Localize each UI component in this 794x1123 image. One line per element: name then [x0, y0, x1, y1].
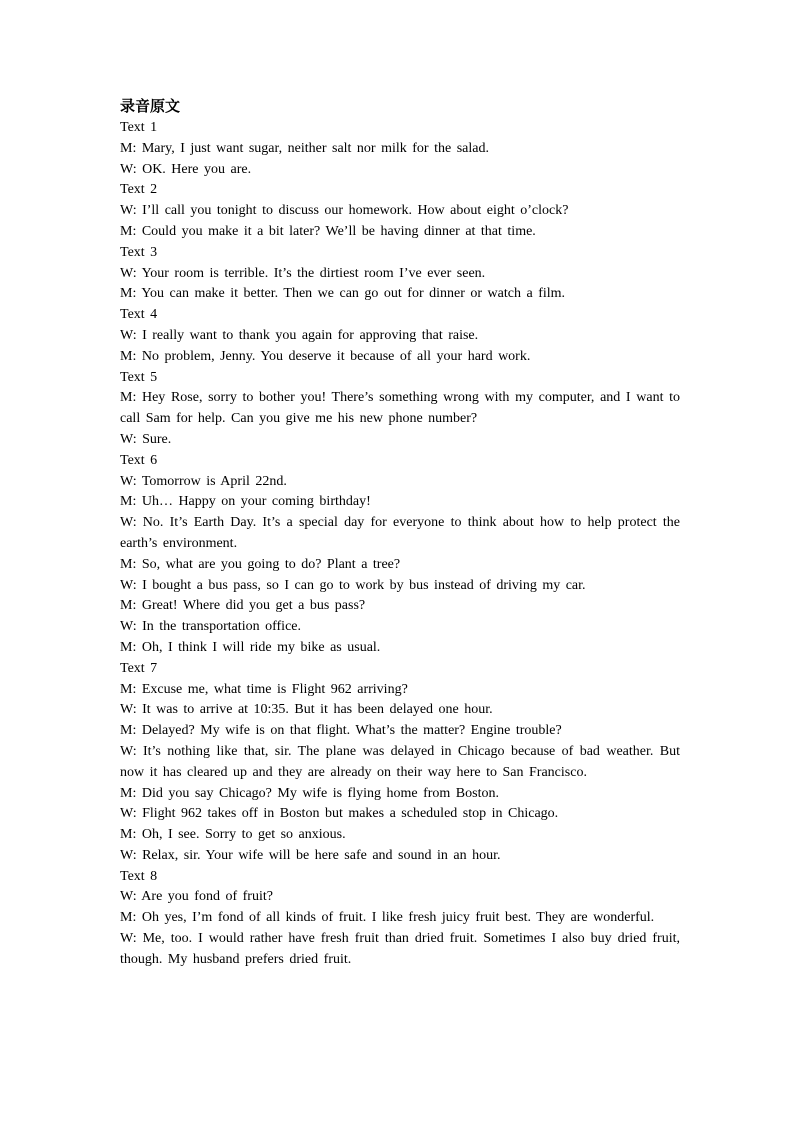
section-heading-text-4: Text 4 [120, 307, 158, 323]
dialogue-line: W: Relax, sir. Your wife will be here safe and sound in an hour. [120, 847, 501, 863]
dialogue-line: W: I really want to thank you again for approving that raise. [120, 327, 479, 343]
section-heading-text-8: Text 8 [120, 868, 158, 884]
dialogue-line: M: No problem, Jenny. You deserve it because of all your hard work. [120, 348, 531, 364]
dialogue-line: W: I’ll call you tonight to discuss our homework. How about eight o’clock? [120, 203, 569, 219]
dialogue-line: W: OK. Here you are. [120, 161, 252, 177]
dialogue-line: W: It was to arrive at 10:35. But it has been delayed one hour. [120, 702, 493, 718]
section-heading-text-2: Text 2 [120, 182, 158, 198]
dialogue-paragraph: W: No. It’s Earth Day. It’s a special day for everyone to think about how to help protect the earth’s environment. [120, 515, 680, 551]
dialogue-line: W: Your room is terrible. It’s the dirtiest room I’ve ever seen. [120, 265, 486, 281]
dialogue-line: M: Mary, I just want sugar, neither salt nor milk for the salad. [120, 140, 489, 156]
dialogue-line: M: Uh… Happy on your coming birthday! [120, 494, 371, 510]
dialogue-line: M: Did you say Chicago? My wife is flying home from Boston. [120, 785, 499, 801]
dialogue-line: W: Sure. [120, 431, 172, 447]
dialogue-line: M: Great! Where did you get a bus pass? [120, 598, 366, 614]
page-title: 录音原文 [120, 97, 181, 115]
section-heading-text-7: Text 7 [120, 660, 158, 676]
dialogue-line: W: In the transportation office. [120, 619, 301, 635]
dialogue-line: W: Flight 962 takes off in Boston but makes a scheduled stop in Chicago. [120, 806, 559, 822]
dialogue-line: M: Oh, I see. Sorry to get so anxious. [120, 827, 346, 843]
section-heading-text-1: Text 1 [120, 120, 158, 135]
dialogue-line: M: You can make it better. Then we can go out for dinner or watch a film. [120, 286, 566, 302]
section-heading-text-5: Text 5 [120, 369, 158, 385]
dialogue-line: W: I bought a bus pass, so I can go to work by bus instead of driving my car. [120, 577, 586, 593]
dialogue-line: M: Could you make it a bit later? We’ll be having dinner at that time. [120, 223, 536, 239]
dialogue-line: W: Are you fond of fruit? [120, 889, 273, 905]
dialogue-line: M: So, what are you going to do? Plant a tree? [120, 556, 401, 572]
section-heading-text-3: Text 3 [120, 244, 158, 260]
section-heading-text-6: Text 6 [120, 452, 158, 468]
dialogue-line: M: Delayed? My wife is on that flight. What’s the matter? Engine trouble? [120, 723, 562, 739]
transcript-page [120, 94, 680, 971]
dialogue-paragraph: M: Hey Rose, sorry to bother you! There’s something wrong with my computer, and I want to call Sam for help. Can you give me his new phone number? [120, 390, 680, 427]
dialogue-line: M: Excuse me, what time is Flight 962 arriving? [120, 681, 408, 697]
dialogue-line: M: Oh, I think I will ride my bike as usual. [120, 639, 381, 655]
dialogue-paragraph: W: It’s nothing like that, sir. The plane was delayed in Chicago because of bad weather. But now it has cleared up and they are already on their way here to San Francisco. [120, 743, 680, 780]
dialogue-line: W: Tomorrow is April 22nd. [120, 473, 287, 489]
dialogue-paragraph: M: Oh yes, I’m fond of all kinds of fruit. I like fresh juicy fruit best. They are wonderful. [120, 910, 655, 926]
dialogue-paragraph: W: Me, too. I would rather have fresh fruit than dried fruit. Sometimes I also buy dried fruit, though. My husband prefers dried fruit. [120, 931, 680, 967]
